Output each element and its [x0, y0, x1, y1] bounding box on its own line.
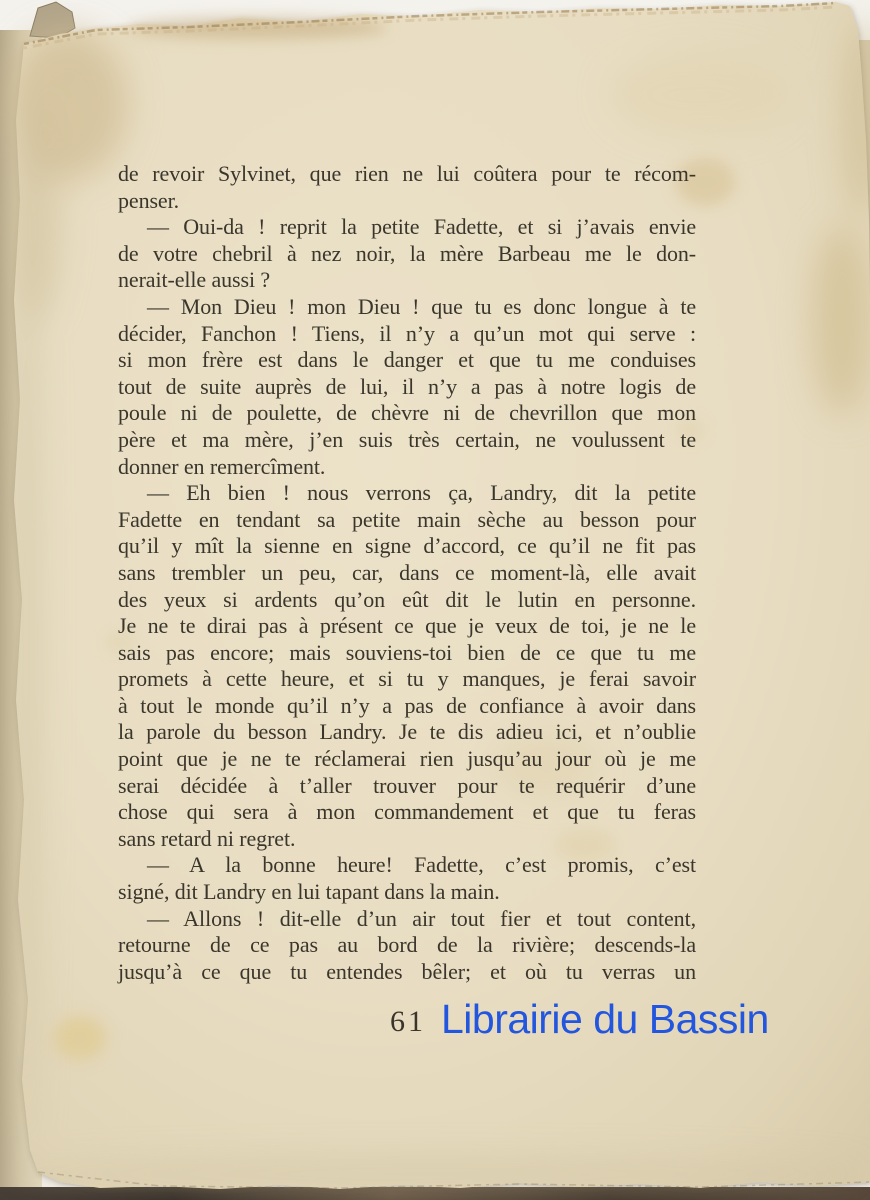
- text-line: retourne de ce pas au bord de la rivière; descends-la: [118, 932, 696, 958]
- text-line: père et ma mère, j’en suis très certain, ne voulussent te: [118, 426, 696, 452]
- text-line: la parole du besson Landry. Je te dis adieu ici, et n’oublie: [118, 719, 696, 745]
- text-line: qu’il y mît la sienne en signe d’accord, ce qu’il ne fit pas: [118, 533, 696, 559]
- text-line: poule ni de poulette, de chèvre ni de chevrillon que mon: [118, 400, 696, 426]
- text-line: Je ne te dirai pas à présent ce que je veux de toi, je ne le: [118, 613, 696, 639]
- text-line: signé, dit Landry en lui tapant dans la main.: [118, 879, 500, 905]
- text-line: de revoir Sylvinet, que rien ne lui coûtera pour te récom-: [118, 161, 696, 186]
- text-line: donner en remercîment.: [118, 453, 326, 479]
- text-line: tout de suite auprès de lui, il n’y a pas à notre logis de: [118, 373, 696, 399]
- text-line: sais pas encore; mais souviens-toi bien de ce que tu me: [118, 639, 696, 665]
- text-line: nerait-elle aussi ?: [118, 267, 271, 293]
- text-line: jusqu’à ce que tu entendes bêler; et où tu verras un: [118, 958, 696, 984]
- text-line: des yeux si ardents qu’on eût dit le lutin en personne.: [118, 586, 696, 612]
- page-number: 61: [390, 1005, 426, 1038]
- text-line: si mon frère est dans le danger et que tu me conduises: [118, 347, 696, 373]
- text-line: à tout le monde qu’il n’y a pas de confiance à avoir dans: [118, 692, 696, 718]
- page-text: [118, 161, 696, 985]
- text-line: chose qui sera à mon commandement et que tu feras: [118, 799, 696, 825]
- text-line: — A la bonne heure! Fadette, c’est promis, c’est: [147, 852, 696, 878]
- text-line: Fadette en tendant sa petite main sèche au besson pour: [118, 506, 696, 532]
- text-line: promets à cette heure, et si tu y manques, je ferai savoir: [118, 666, 696, 692]
- text-line: sans trembler un peu, car, dans ce moment-là, elle avait: [118, 559, 696, 585]
- text-line: — Oui-da ! reprit la petite Fadette, et si j’avais envie: [147, 214, 696, 240]
- text-line: — Mon Dieu ! mon Dieu ! que tu es donc longue à te: [147, 293, 696, 319]
- bookseller-watermark: Librairie du Bassin: [441, 996, 769, 1042]
- text-line: de votre chebril à nez noir, la mère Barbeau me le don-: [118, 240, 696, 266]
- text-line: décider, Fanchon ! Tiens, il n’y a qu’un mot qui serve :: [118, 320, 696, 346]
- text-line: serai décidée à t’aller trouver pour te requérir d’une: [118, 772, 696, 798]
- text-line: point que je ne te réclamerai rien jusqu’au jour où je me: [118, 746, 696, 772]
- text-line: — Eh bien ! nous verrons ça, Landry, dit la petite: [147, 480, 696, 506]
- text-line: — Allons ! dit-elle d’un air tout fier et tout content,: [147, 905, 696, 931]
- text-line: penser.: [118, 187, 180, 213]
- text-line: sans retard ni regret.: [118, 825, 296, 851]
